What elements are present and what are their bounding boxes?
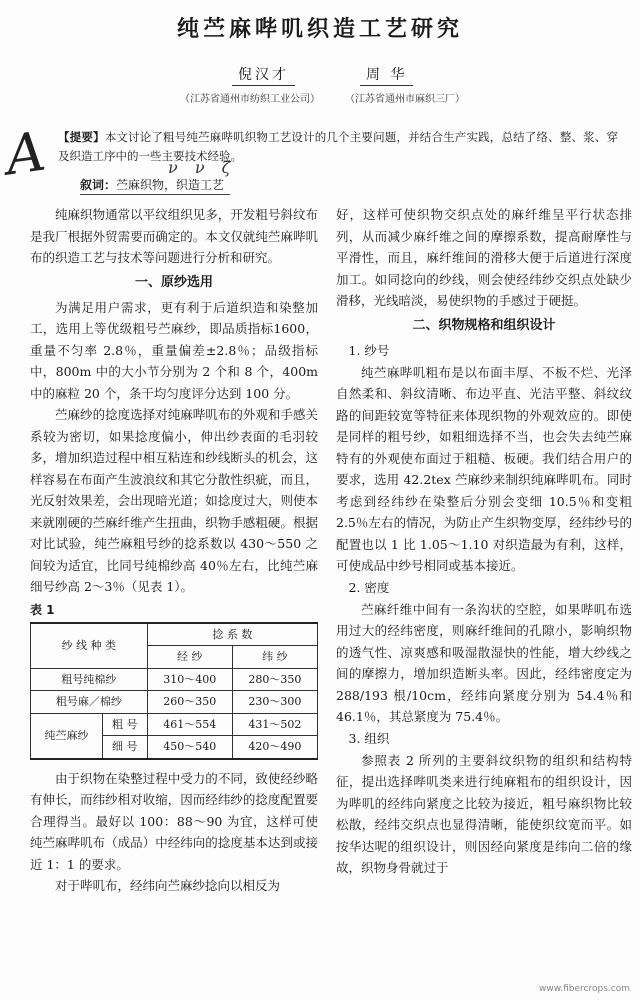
table-cell: 461～554 xyxy=(147,713,232,736)
table-cell: 260～350 xyxy=(147,691,232,714)
section-heading: 二、织物规格和组织设计 xyxy=(412,317,556,333)
table-cell: 纯苎麻纱 xyxy=(31,713,103,759)
handwritten-marks: ν ν ζ xyxy=(168,158,237,177)
subsection-heading: 2. 密度 xyxy=(348,579,390,595)
table-cell: 粗号纯棉纱 xyxy=(31,668,148,691)
paper-title: 纯苎麻哔叽织造工艺研究 xyxy=(176,17,463,42)
paragraph: 好，这样可使织物交织点处的麻纤维呈平行状态排列，从而减少麻纤维之间的摩擦系数，提高耐摩性与平滑性，而且，麻纤维间的滑移大便于后道进行深度加工。如同捻向的纱线，则会使经纬纱交织点处缺少滑移，光线暗淡，易使织物的手感过于硬挺。 xyxy=(336,207,632,308)
keywords-text: 苎麻织物，织造工艺 xyxy=(116,178,225,192)
author-affiliation: （江苏省通州市纺织工业公司） xyxy=(180,94,320,105)
table-header-yarn: 纱 线 种 类 xyxy=(31,623,148,669)
table-cell: 细 号 xyxy=(102,736,147,759)
abstract-text: 本文讨论了粗号纯苎麻哔叽织物工艺设计的几个主要问题，并结合生产实践，总结了络、整、浆、穿及织造工序中的一些主要技术经验。 xyxy=(58,130,619,163)
table-cell: 粗号麻／棉纱 xyxy=(31,691,148,714)
keywords-label: 叙词： xyxy=(80,178,117,192)
table-cell: 420～490 xyxy=(232,736,317,759)
intro-paragraph: 纯麻织物通常以平纹组织见多，开发粗号斜纹布是我厂根据外贸需要而确定的。本文仅就纯苎麻哔叽布的织造工艺与技术等问题进行分析和研究。 xyxy=(30,207,318,265)
table-row xyxy=(31,691,318,714)
paragraph: 参照表 2 所列的主要斜纹织物的组织和结构特征，提出选择哔叽类来进行纯麻粗布的组织设计，因为哔叽的经纬向紧度之比较为接近，粗号麻织物比较松散，经纬交织点也显得清晰，能使织纹宽而平。如按华达呢的组织设计，则因经向紧度是纬向二倍的缘故，织物身骨就过于 xyxy=(336,752,632,875)
subsection-heading: 3. 组织 xyxy=(348,730,390,746)
left-column xyxy=(30,204,318,897)
authors xyxy=(0,64,640,86)
table-cell: 280～350 xyxy=(232,668,317,691)
table-cell: 431～502 xyxy=(232,713,317,736)
table-cell: 230～300 xyxy=(232,691,317,714)
table-cell: 粗 号 xyxy=(102,713,147,736)
paragraph: 纯苎麻哔叽粗布是以布面丰厚、不板不烂、光泽自然柔和、斜纹清晰、布边平直、光洁平整、斜纹纹路的间距较宽等特征来体现织物的外观效应的。即使是同样的粗号纱，如粗细选择不当，也会失去纯苎麻特有的外观使布面过于粗糙、板硬。我们结合用户的要求，选用 42.2tex 苎麻纱来制织纯麻哔叽布。同时考虑到经纬纱在染整后分别会变细 10.5％和变粗 2.5％左右的情况，为防止产生织物变厚，经纬纱号的配置也以 1 比 1.05～1.10 对织造最为有利，这样，可使成品中纱号相同或基本接近。 xyxy=(336,364,632,573)
paragraph: 为满足用户需求，更有利于后道织造和染整加工，选用上等优级粗号苎麻纱，即品质指标1600，重量不匀率 2.8％，重量偏差±2.8％；品级指标中，800m 中的大小节分别为 2 个和 8 个，400m 中的麻粒 20 个，条干均匀度评分达到 100 分。 xyxy=(30,299,318,401)
author-affiliation: （江苏省通州市麻织三厂） xyxy=(345,94,465,105)
abstract-label: 【提要】 xyxy=(58,130,105,144)
author-name: 周 华 xyxy=(360,64,413,86)
paragraph: 由于织物在染整过程中受力的不同，致使经纱略有伸长，而纬纱相对收缩，因而经纬纱的捻度配置要合理得当。最好以 100：88～90 为宜，这样可使纯苎麻哔叽布（成品）中经纬向的捻度基本达到或接近 1：1 的要求。 xyxy=(30,770,318,872)
table-cell: 310～400 xyxy=(147,668,232,691)
right-column xyxy=(336,204,632,879)
table-caption: 表 1 xyxy=(30,602,55,617)
paragraph: 苎麻纤维中间有一条沟状的空腔，如果哔叽布选用过大的经纬密度，则麻纤维间的孔隙小，影响织物的透气性、凉爽感和吸湿散湿快的性能，增大纱线之间的摩擦力，增加织造断头率。因此，经纬密度定为 288/193 根/10cm，经纬向紧度分别为 54.4％和 46.1％，其总紧度为 75.4％。 xyxy=(336,601,632,724)
table-cell: 450～540 xyxy=(147,736,232,759)
table-row xyxy=(31,713,318,736)
table-row xyxy=(31,668,318,691)
paragraph: 对于哔叽布，经纬向苎麻纱捻向以相反为 xyxy=(55,878,281,893)
keywords xyxy=(80,176,224,193)
paragraph: 苎麻纱的捻度选择对纯麻哔叽布的外观和手感关系较为密切，如果捻度偏小，伸出纱表面的毛羽较多，增加织造过程中相互粘连和纱线断头的机会，这样容易在布面产生波浪纹和其它分散性织疵，而且，光反射效果差，会出现暗光道；如捻度过大，则使本来就刚硬的苎麻纤维产生扭曲，织物手感粗硬。根据对比试验，纯苎麻粗号纱的捻系数以 430～550 之间较为适宜，比同号纯棉纱高 40％左右，比纯苎麻细号纱高 2～3％（见表 1）。 xyxy=(30,407,318,594)
keyword-underline xyxy=(80,194,230,195)
author-name: 倪汉才 xyxy=(232,64,295,86)
twist-table xyxy=(30,622,318,760)
table-header-weft: 纬 纱 xyxy=(232,646,317,669)
table-header-warp: 经 纱 xyxy=(147,646,232,669)
handwritten-mark: A xyxy=(1,119,50,188)
watermark: www.fibercrops.com xyxy=(539,984,630,994)
table-header-row xyxy=(31,623,318,646)
abstract xyxy=(58,128,618,166)
subsection-heading: 1. 纱号 xyxy=(348,342,390,358)
section-heading: 一、原纱选用 xyxy=(134,274,213,290)
table-header-twist: 捻 系 数 xyxy=(147,623,317,646)
